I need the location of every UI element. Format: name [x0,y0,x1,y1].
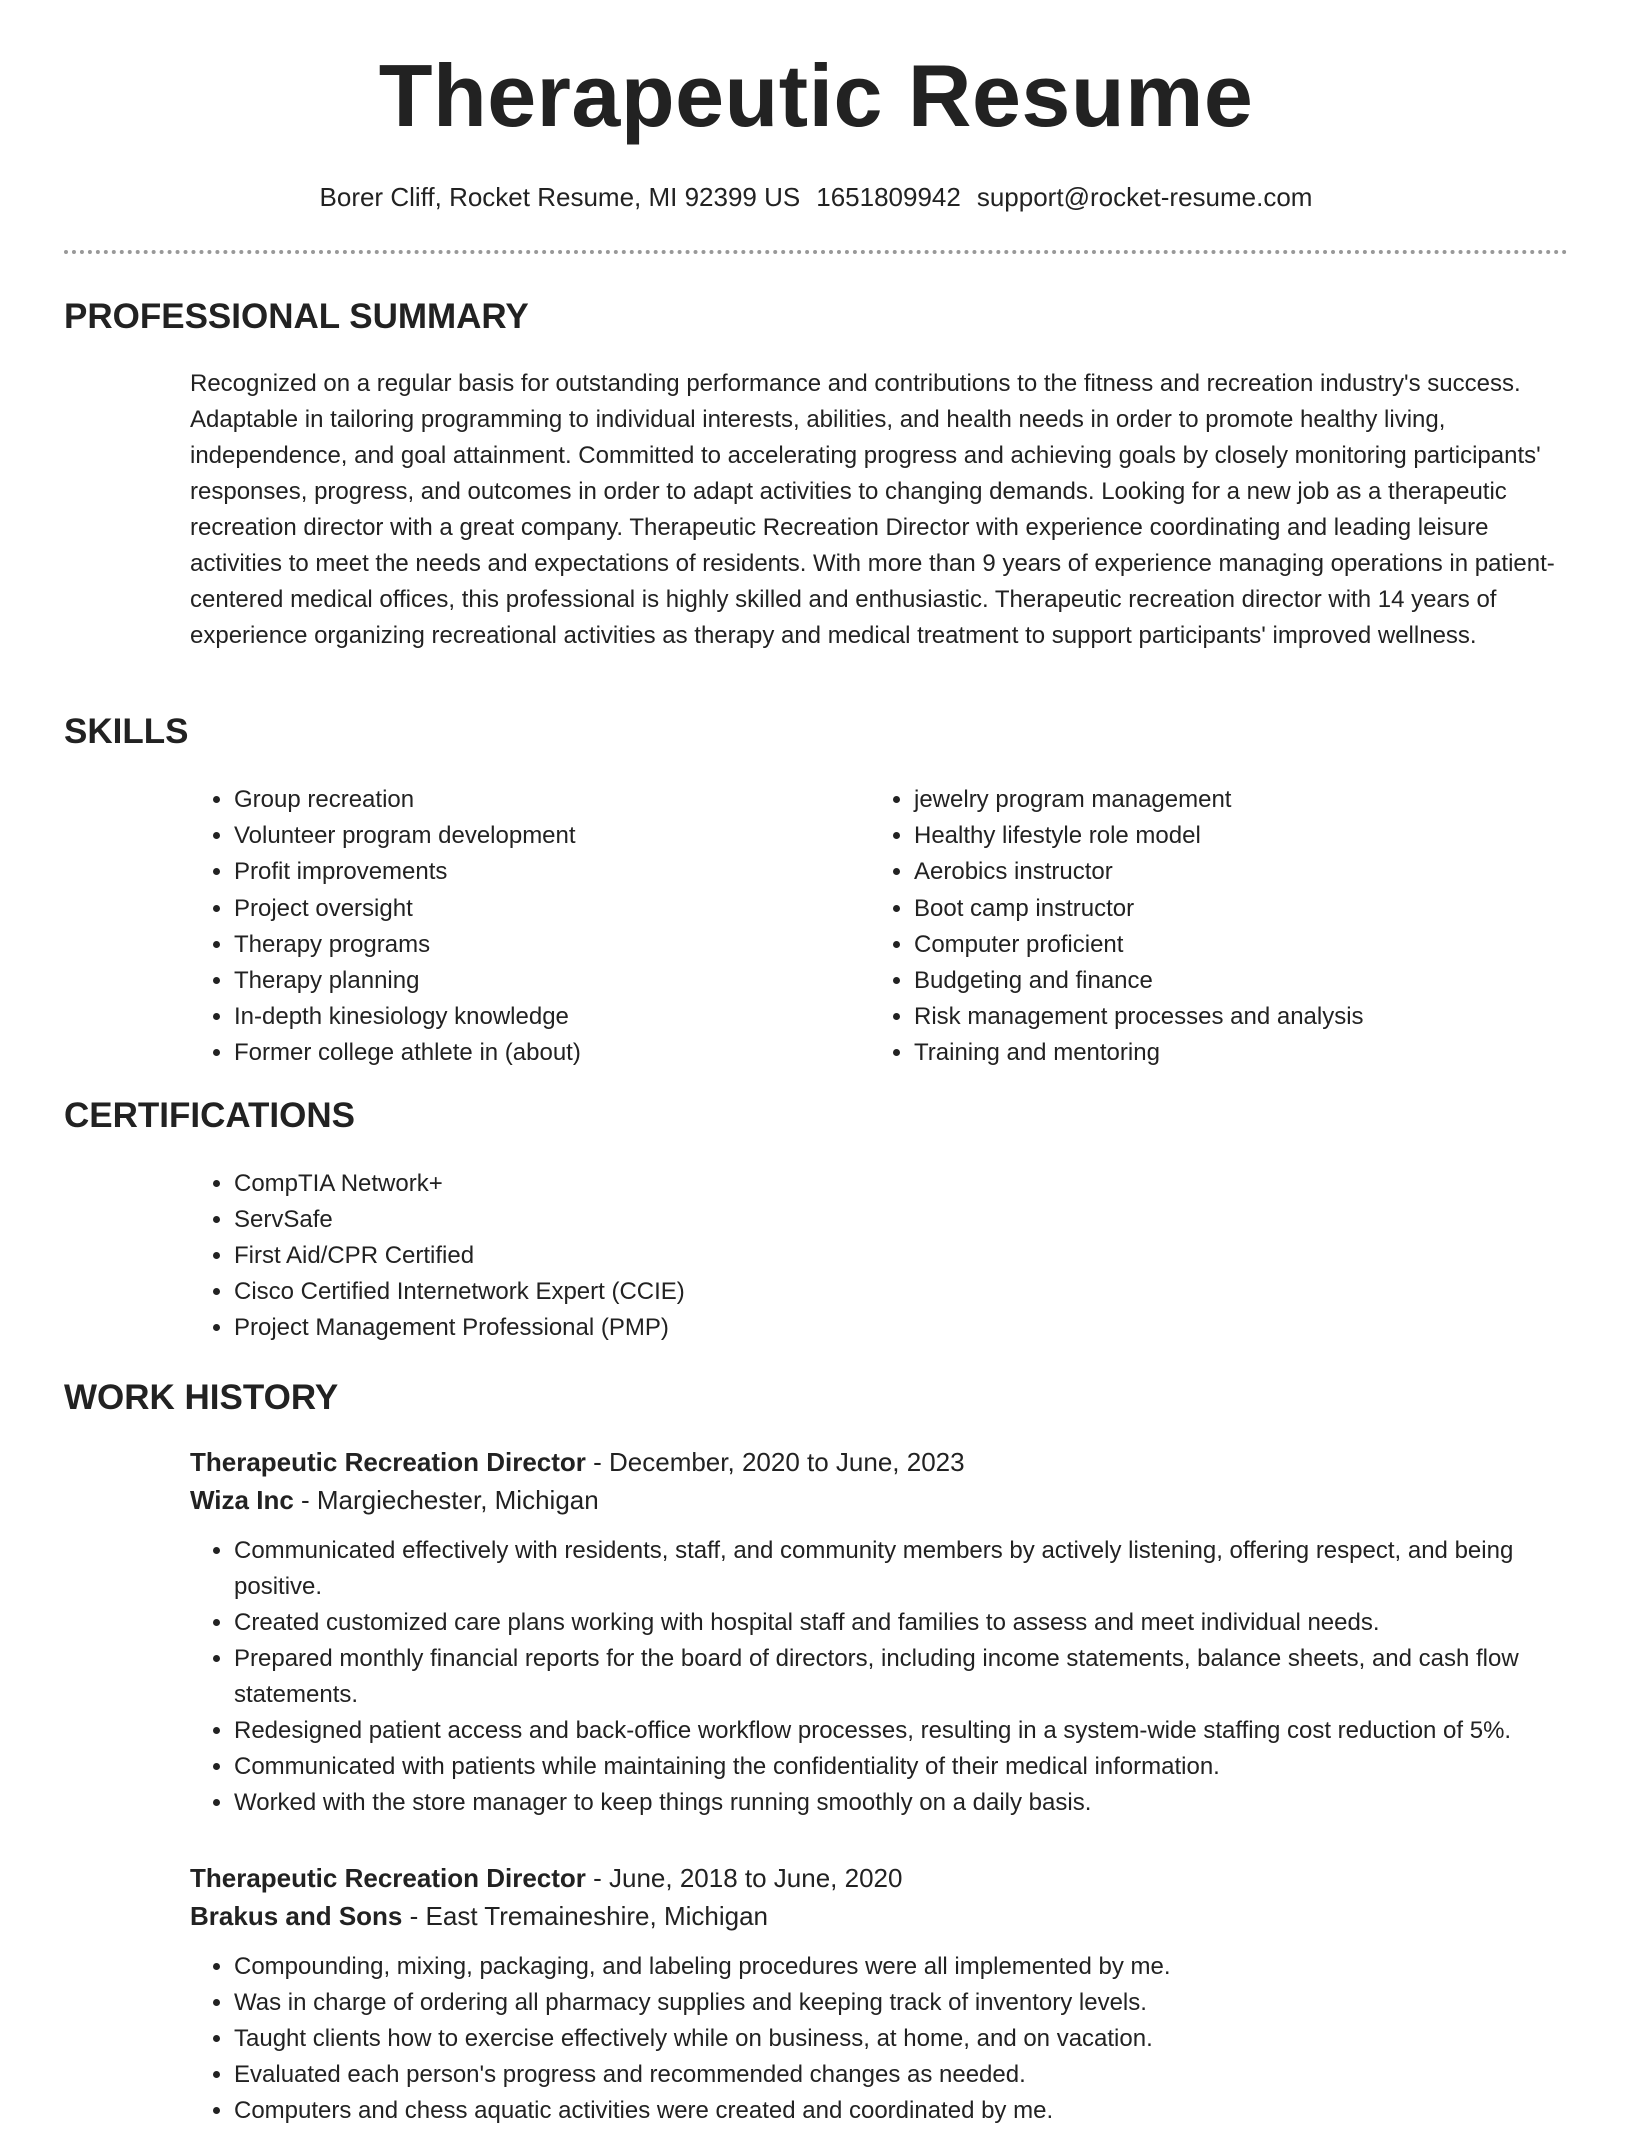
job-title-line [190,1443,1580,1481]
job-role: Therapeutic Recreation Director [190,1447,586,1477]
job-company: Wiza Inc [190,1485,294,1515]
job-entry [190,1859,1580,2129]
job-bullet: • Prepared monthly financial reports for the board of directors, including income statements, balance sheets, and cash flow statements. [234,1641,1580,1713]
skill-item: • Therapy planning [234,963,830,999]
job-bullets [190,1533,1580,1821]
skills-heading: SKILLS [64,712,189,751]
certification-item: • ServSafe [234,1202,990,1238]
contact-phone: 1651809942 [816,182,961,212]
job-bullet: • Was in charge of ordering all pharmacy supplies and keeping track of inventory levels. [234,1985,1580,2021]
skill-item: • In-depth kinesiology knowledge [234,999,830,1035]
certification-item: • First Aid/CPR Certified [234,1238,990,1274]
certification-item: • CompTIA Network+ [234,1166,990,1202]
job-bullet: • Worked with the store manager to keep things running smoothly on a daily basis. [234,1785,1580,1821]
skill-item: • Project oversight [234,891,830,927]
job-company: Brakus and Sons [190,1901,403,1931]
skill-item: • Aerobics instructor [914,854,1510,890]
job-bullet: • Communicated effectively with residents, staff, and community members by actively listening, offering respect, and being positive. [234,1533,1580,1605]
skill-item: • Volunteer program development [234,818,830,854]
job-bullet: • Evaluated each person's progress and recommended changes as needed. [234,2057,1580,2093]
resume-name: Therapeutic Resume [378,46,1254,145]
job-title-line [190,1859,1580,1897]
certification-item: • Project Management Professional (PMP) [234,1310,990,1346]
job-company-line [190,1481,1580,1519]
skill-item: • Profit improvements [234,854,830,890]
certifications-heading: CERTIFICATIONS [64,1096,356,1135]
contact-address: Borer Cliff, Rocket Resume, MI 92399 US [319,182,801,212]
contact-line [0,182,1632,213]
job-bullet: • Redesigned patient access and back-office workflow processes, resulting in a system-wide staffing cost reduction of 5%. [234,1713,1580,1749]
job-bullets [190,1949,1580,2129]
job-role: Therapeutic Recreation Director [190,1863,586,1893]
skill-item: • jewelry program management [914,782,1510,818]
job-bullet: • Compounding, mixing, packaging, and labeling procedures were all implemented by me. [234,1949,1580,1985]
skill-item: • Boot camp instructor [914,891,1510,927]
job-dates: - December, 2020 to June, 2023 [585,1447,965,1477]
summary-text: Recognized on a regular basis for outstanding performance and contributions to the fitness and recreation industry's success. Adaptable in tailoring programming to individual interests, abilities, and health needs in order to promote healthy living, independence, and goal attainment. Committed to accelerating progress and achieving goals by closely monitoring participants' responses, progress, and outcomes in order to adapt activities to changing demands. Looking for a new job as a therapeutic recreation director with a great company. Therapeutic Recreation Director with experience coordinating and leading leisure activities to meet the needs and expectations of residents. With more than 9 years of experience managing operations in patient-centered medical offices, this professional is highly skilled and enthusiastic. Therapeutic recreation director with 14 years of experience organizing recreational activities as therapy and medical treatment to support participants' improved wellness. [190,370,1555,649]
skill-item: • Group recreation [234,782,830,818]
skills-list-right [870,782,1510,1072]
job-dates: - June, 2018 to June, 2020 [585,1863,903,1893]
skills-list-left [190,782,830,1072]
skill-item: • Therapy programs [234,927,830,963]
contact-email[interactable]: support@rocket-resume.com [976,182,1313,212]
job-company-line [190,1897,1580,1935]
job-bullet: • Created customized care plans working with hospital staff and families to assess and meet individual needs. [234,1605,1580,1641]
skill-item: • Former college athlete in (about) [234,1035,830,1071]
job-bullet: • Taught clients how to exercise effectively while on business, at home, and on vacation. [234,2021,1580,2057]
skill-item: • Risk management processes and analysis [914,999,1510,1035]
job-location: - Margiechester, Michigan [293,1485,599,1515]
work-history-heading: WORK HISTORY [64,1378,339,1417]
job-entry [190,1443,1580,1821]
job-location: - East Tremaineshire, Michigan [402,1901,768,1931]
skill-item: • Computer proficient [914,927,1510,963]
skill-item: • Healthy lifestyle role model [914,818,1510,854]
certification-item: • Cisco Certified Internetwork Expert (CCIE) [234,1274,990,1310]
job-bullet: • Communicated with patients while maintaining the confidentiality of their medical information. [234,1749,1580,1785]
skill-item: • Training and mentoring [914,1035,1510,1071]
job-bullet: • Computers and chess aquatic activities were created and coordinated by me. [234,2093,1580,2129]
certifications-list [190,1166,990,1346]
header-divider [64,250,1568,254]
skill-item: • Budgeting and finance [914,963,1510,999]
summary-heading: PROFESSIONAL SUMMARY [64,297,529,336]
